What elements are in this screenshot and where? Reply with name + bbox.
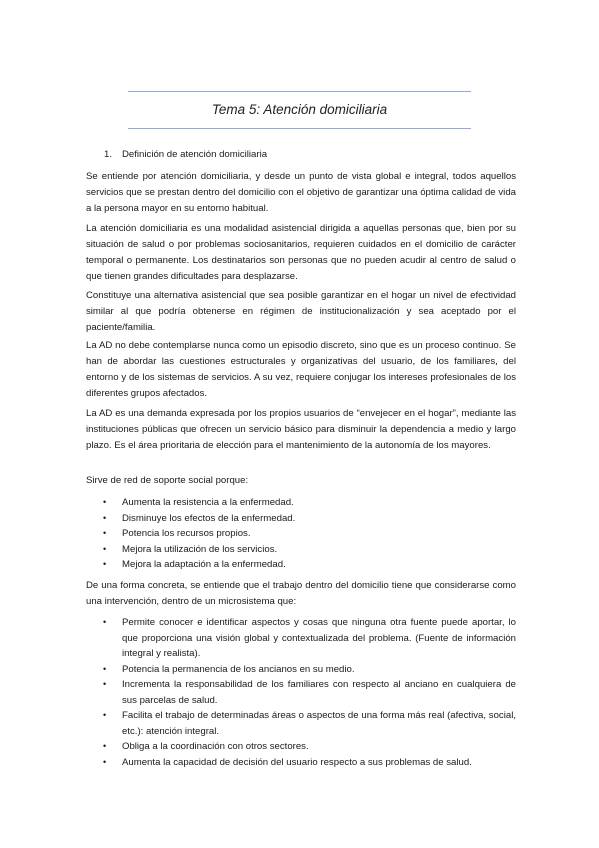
bullet-icon: •	[103, 543, 107, 554]
page-title: Tema 5: Atención domiciliaria	[211, 102, 388, 117]
bullet-icon: •	[103, 679, 107, 689]
list-item: • Mejora la utilización de los servicios.	[86, 542, 516, 558]
title-bottom-rule	[128, 128, 471, 129]
bullet-icon: •	[103, 528, 107, 538]
bullet-icon: •	[103, 497, 107, 507]
paragraph: La AD no debe contemplarse nunca como un episodio discreto, sino que es un proceso continuo. Se han de abordar las cuestiones estructurales y organizativas del usuario, de los familiares, del entorno y de los sistemas de servicios. A su vez, requiere conjugar los intereses profesionales de los diferentes grupos afectados.	[86, 340, 516, 399]
section-heading-text: Definición de atención domiciliaria	[122, 149, 268, 160]
list-item: • Potencia la permanencia de los ancianos en su medio.	[86, 662, 516, 678]
list-item: • Obliga a la coordinación con otros sectores.	[86, 739, 516, 755]
list-item: • Disminuye los efectos de la enfermedad.	[86, 511, 516, 527]
paragraph-5-block	[86, 406, 516, 454]
paragraph-7-block	[86, 578, 516, 610]
paragraph: La AD es una demanda expresada por los propios usuarios de “envejecer en el hogar”, mediante las instituciones públicas que ofrecen un servicio básico para disminuir la dependencia a medio y largo plazo. Es el área prioritaria de elección para el mantenimiento de la autonomía de los mayores.	[86, 408, 516, 451]
paragraph: Constituye una alternativa asistencial que sea posible garantizar en el hogar un nivel de efectividad similar al que podría obtenerse en régimen de institucionalización y sea aceptado por el paciente/familia.	[86, 290, 516, 333]
bullet-list-1	[86, 495, 516, 573]
bullet-icon: •	[103, 617, 107, 627]
paragraph-4-block	[86, 338, 516, 402]
bullet-icon: •	[103, 559, 107, 569]
list-item: • Aumenta la resistencia a la enfermedad.	[86, 495, 516, 511]
bullet-icon: •	[103, 710, 107, 720]
list-item: • Facilita el trabajo de determinadas áreas o aspectos de una forma más real (afectiva, social, etc.): atención integral.	[103, 710, 516, 737]
paragraph: De una forma concreta, se entiende que el trabajo dentro del domicilio tiene que considerarse como una intervención, dentro de un microsistema que:	[86, 580, 516, 607]
list-item: • Incrementa la responsabilidad de los familiares con respecto al anciano en cualquiera de sus parcelas de salud.	[103, 679, 516, 706]
list-item: • Potencia los recursos propios.	[86, 526, 516, 542]
paragraph: Se entiende por atención domiciliaria, y desde un punto de vista global e integral, todos aquellos servicios que se prestan dentro del domicilio con el objetivo de garantizar una óptima calidad de vida a la persona mayor en su entorno habitual.	[86, 171, 516, 214]
bullet-list-2	[86, 615, 516, 770]
bullet-icon: •	[103, 756, 107, 767]
section-heading	[104, 149, 267, 160]
paragraph-6-block	[86, 473, 516, 489]
bullet-icon: •	[103, 741, 107, 751]
bullet-icon: •	[103, 663, 107, 674]
list-item: • Mejora la adaptación a la enfermedad.	[86, 557, 516, 573]
list-item: • Permite conocer e identificar aspectos y cosas que ninguna otra fuente puede aportar, lo que proporciona una visión global y contextualizada del problema. (Fuente de información integral y realista).	[103, 617, 516, 659]
paragraph: Sirve de red de soporte social porque:	[86, 475, 249, 486]
paragraph-3-block	[86, 288, 516, 336]
paragraph-1-block	[86, 169, 516, 217]
title-top-rule	[128, 91, 471, 92]
paragraph-2-block	[86, 221, 516, 285]
bullet-icon: •	[103, 512, 107, 523]
section-number: 1.	[104, 149, 113, 160]
list-item: • Aumenta la capacidad de decisión del usuario respecto a sus problemas de salud.	[86, 755, 516, 771]
paragraph: La atención domiciliaria es una modalidad asistencial dirigida a aquellas personas que, bien por su situación de salud o por problemas sociosanitarios, requieren cuidados en el domicilio de carácter temporal o permanente. Los destinatarios son personas que no pueden acudir al centro de salud o que tienen grandes dificultades para desplazarse.	[86, 223, 516, 282]
